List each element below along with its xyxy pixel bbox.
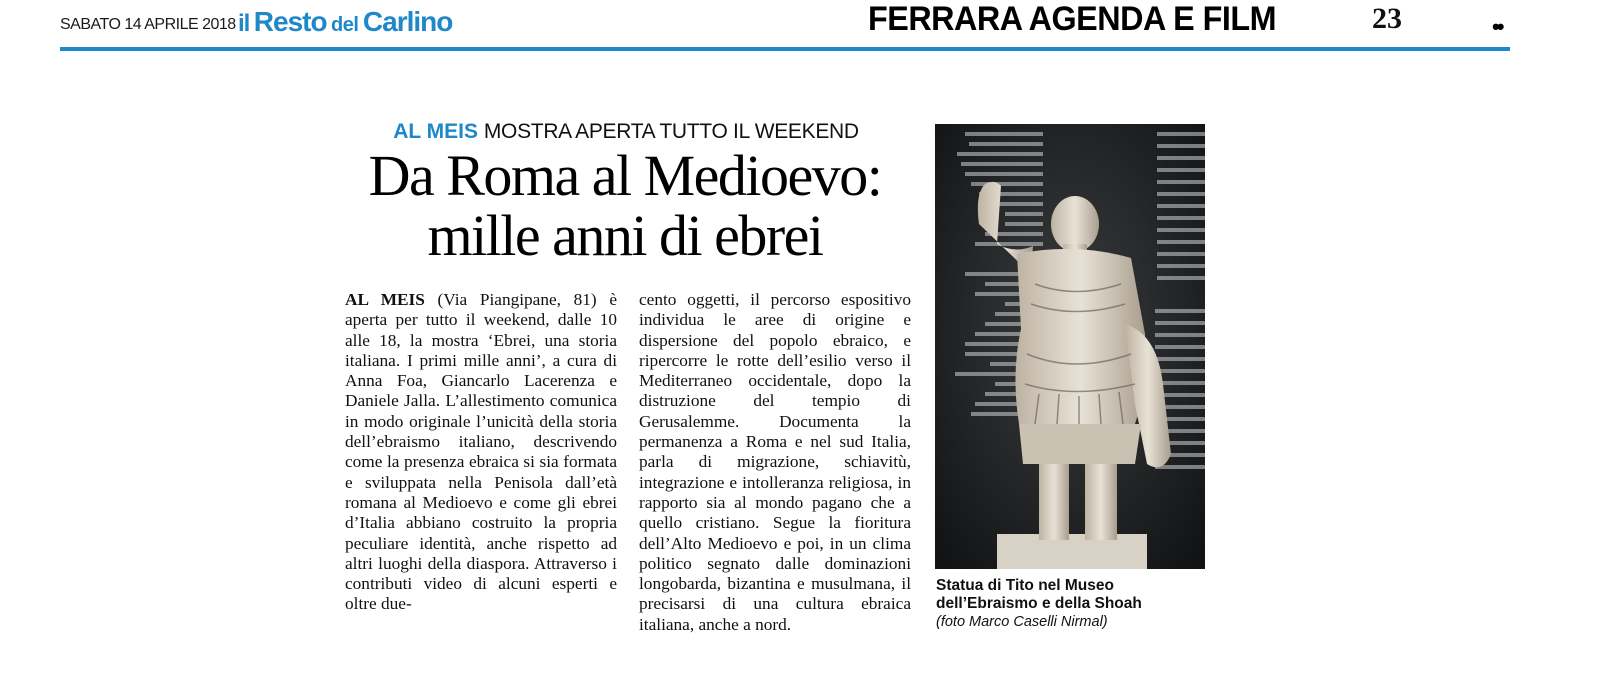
photo-caption (936, 577, 1216, 631)
column-2-text: cento oggetti, il percorso espositivo individua le aree di origine e dispersione del popolo ebraico, e ripercorre le rotte dell’esilio verso il Mediterraneo occidentale, dopo la distruzione del tempio di Gerusalemme. Documenta la permanenza a Roma e nel sud Italia, parla di migrazione, schiavitù, integrazione e intolleranza religiosa, in rapporto sia al mondo pagano che a quello cristiano. Segue la fioritura dell’Alto Medioevo e poi, in un clima politico segnato dalle dominazioni longobarda, bizantina e musulmana, il precisarsi di una cultura ebraica italiana, anche a nord. (639, 290, 911, 634)
headline-line-1: Da Roma al Medioevo: (368, 143, 882, 208)
issue-date: SABATO 14 APRILE 2018 (60, 16, 236, 33)
logo-resto: Resto (253, 6, 327, 37)
masthead-rule (60, 47, 1510, 51)
article-kicker (346, 120, 906, 144)
article-column-2 (639, 290, 911, 635)
logo-del: del (331, 14, 359, 36)
logo-carlino: Carlino (362, 6, 453, 37)
column-1-text: (Via Piangipane, 81) è aperta per tutto il weekend, dalle 10 alle 18, la mostra ‘Ebrei, una storia italiana. I primi mille anni’, a cura di Anna Foa, Giancarlo Lacerenza e Daniele Jalla. L’allestimento comunica in modo originale l’unicità della storia dell’ebraismo italiano, descrivendo come la presenza ebraica si sia formata e sviluppata nella Penisola dall’età romana al Medioevo e come gli ebrei d’Italia abbiano costruito la propria peculiare identità, anche rispetto ad altri luoghi della diaspora. Attraverso i contributi video di alcuni esperti e oltre due- (345, 290, 618, 614)
headline-line-2: mille anni di ebrei (427, 203, 823, 268)
newspaper-logo (238, 6, 452, 38)
kicker-text: MOSTRA APERTA TUTTO IL WEEKEND (483, 120, 859, 143)
photo-credit: (foto Marco Caselli Nirmal) (936, 614, 1108, 630)
article-headline (340, 143, 910, 268)
statue-image-icon (935, 124, 1205, 569)
article-lead: AL MEIS (345, 290, 425, 309)
logo-il: il (238, 10, 250, 37)
edition-dots-icon: •• (1492, 14, 1502, 39)
masthead (60, 0, 1510, 52)
caption-line-2: dell’Ebraismo e della Shoah (936, 595, 1142, 612)
kicker-accent: AL MEIS (393, 120, 479, 143)
caption-line-1: Statua di Tito nel Museo (936, 577, 1114, 594)
page-number: 23 (1372, 2, 1402, 35)
article-column-1 (345, 290, 617, 615)
section-title: FERRARA AGENDA E FILM (868, 0, 1277, 38)
statue-photo (935, 124, 1205, 569)
